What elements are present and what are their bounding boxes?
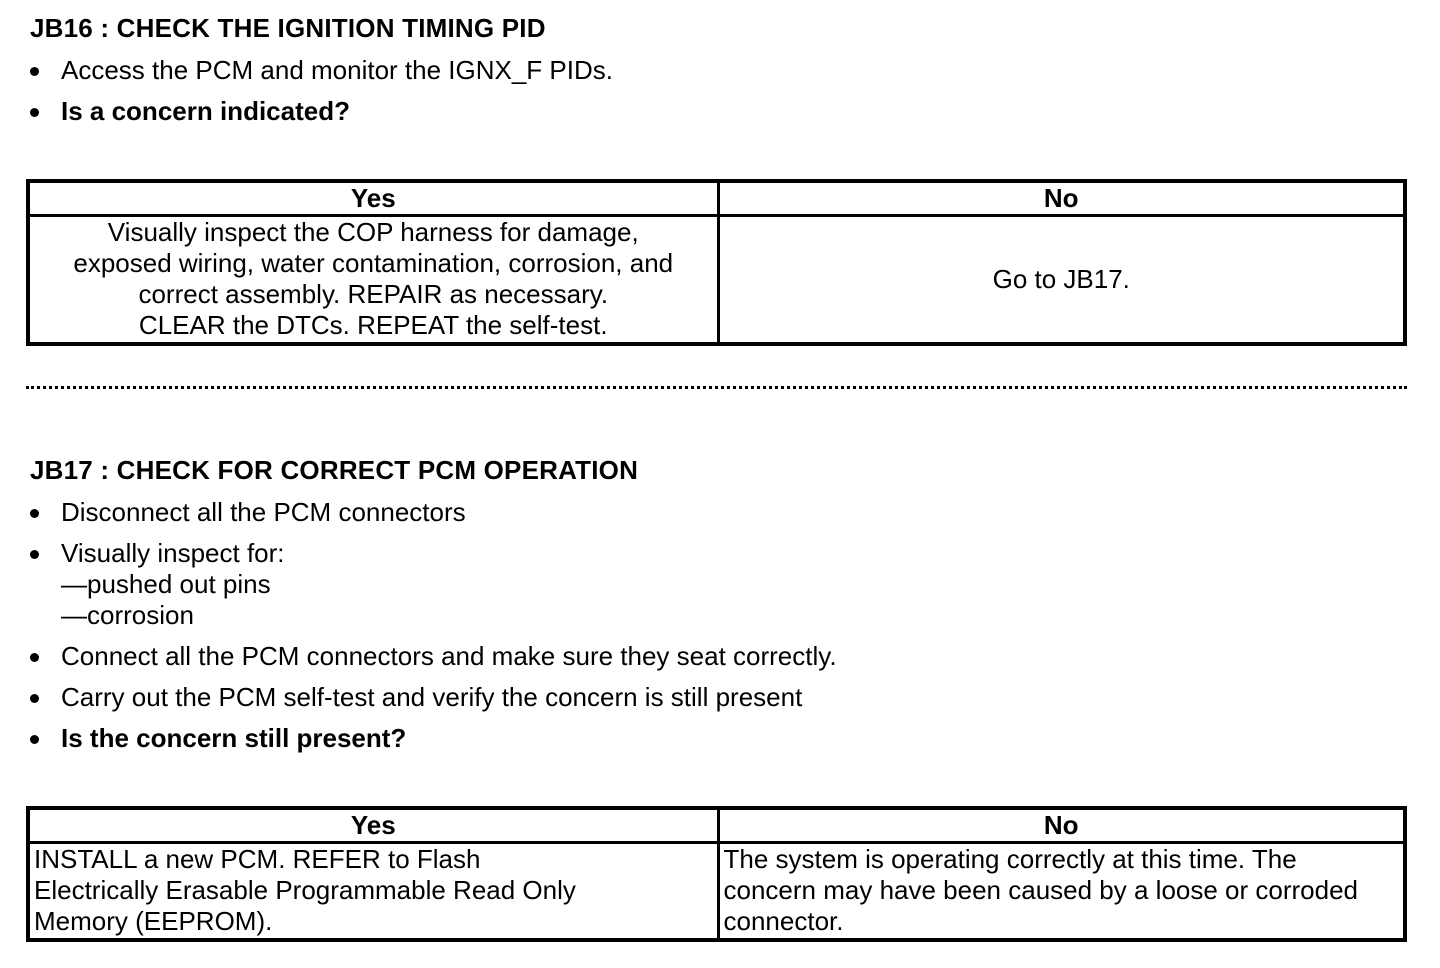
no-header: No — [718, 181, 1405, 216]
jb17-no-action: The system is operating correctly at this time. The concern may have been caused by a loose or corroded connector. — [718, 843, 1405, 940]
jb16-steps — [30, 55, 613, 137]
no-header: No — [718, 808, 1405, 843]
inspect-item: —pushed out pins — [61, 569, 271, 599]
inspect-item: —corrosion — [61, 600, 194, 630]
jb17-step-2: Visually inspect for: —pushed out pins —corrosion — [30, 538, 837, 631]
bullet-icon — [30, 550, 39, 559]
jb16-answer-table — [26, 179, 1407, 346]
bullet-icon — [30, 694, 39, 703]
jb16-title: JB16 : CHECK THE IGNITION TIMING PID — [30, 13, 546, 43]
bullet-icon — [30, 509, 39, 518]
bullet-icon — [30, 108, 39, 117]
bullet-icon — [30, 653, 39, 662]
jb16-question: Is a concern indicated? — [30, 96, 613, 127]
yes-header: Yes — [28, 808, 718, 843]
jb16-no-action: Go to JB17. — [718, 216, 1405, 344]
jb17-step-4: Carry out the PCM self-test and verify the concern is still present — [30, 682, 837, 713]
jb16-yes-action: Visually inspect the COP harness for damage, exposed wiring, water contamination, corrosion, and correct assembly. REPAIR as necessary. CLEAR the DTCs. REPEAT the self-test. — [28, 216, 718, 344]
bullet-icon — [30, 735, 39, 744]
jb17-step-1: Disconnect all the PCM connectors — [30, 497, 837, 528]
jb17-step-3: Connect all the PCM connectors and make sure they seat correctly. — [30, 641, 837, 672]
bullet-icon — [30, 67, 39, 76]
jb16-step-1: Access the PCM and monitor the IGNX_F PIDs. — [30, 55, 613, 86]
yes-header: Yes — [28, 181, 718, 216]
section-divider — [26, 386, 1407, 389]
jb17-yes-action: INSTALL a new PCM. REFER to Flash Electrically Erasable Programmable Read Only Memory (EEPROM). — [28, 843, 718, 940]
jb17-answer-table — [26, 806, 1407, 942]
jb17-title: JB17 : CHECK FOR CORRECT PCM OPERATION — [30, 455, 639, 485]
jb17-steps — [30, 497, 837, 764]
jb17-question: Is the concern still present? — [30, 723, 837, 754]
